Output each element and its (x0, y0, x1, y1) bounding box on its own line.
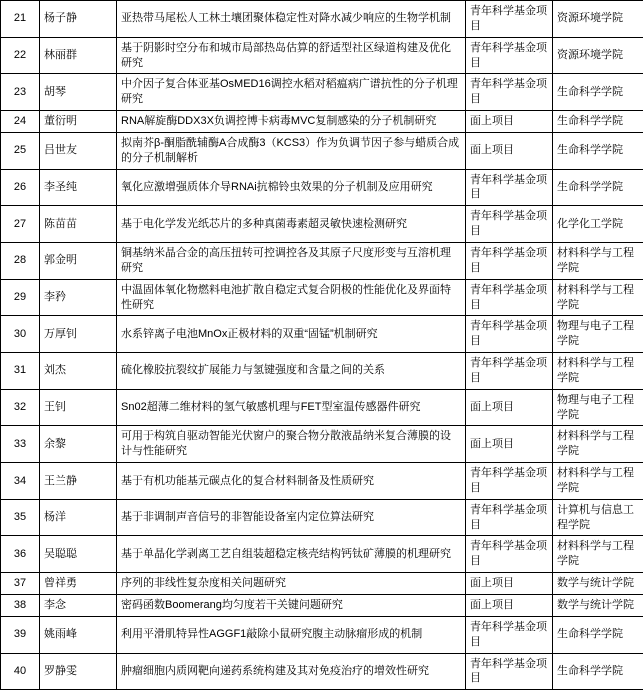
row-person-name: 万厚钊 (40, 316, 117, 353)
row-college: 化学化工学院 (553, 206, 643, 243)
row-project-title: 铜基纳米晶合金的高压扭转可控调控各及其原子尺度形变与互溶机理研究 (117, 242, 466, 279)
row-number: 23 (1, 74, 40, 111)
row-number: 38 (1, 595, 40, 617)
row-project-type: 青年科学基金项目 (466, 279, 553, 316)
table-row (1, 242, 643, 279)
row-project-type: 面上项目 (466, 389, 553, 426)
row-number: 25 (1, 132, 40, 169)
row-project-type: 青年科学基金项目 (466, 536, 553, 573)
row-project-type: 面上项目 (466, 426, 553, 463)
row-person-name: 余黎 (40, 426, 117, 463)
row-number: 33 (1, 426, 40, 463)
row-project-title: 氧化应激增强质体介导RNAi抗棉铃虫效果的分子机制及应用研究 (117, 169, 466, 206)
row-project-type: 青年科学基金项目 (466, 463, 553, 500)
table-row (1, 206, 643, 243)
row-college: 材料科学与工程学院 (553, 242, 643, 279)
row-project-type: 青年科学基金项目 (466, 316, 553, 353)
row-project-type: 面上项目 (466, 573, 553, 595)
row-person-name: 曾祥勇 (40, 573, 117, 595)
row-project-type: 青年科学基金项目 (466, 74, 553, 111)
row-college: 数学与统计学院 (553, 595, 643, 617)
row-number: 21 (1, 1, 40, 38)
row-number: 26 (1, 169, 40, 206)
table-row (1, 74, 643, 111)
row-college: 材料科学与工程学院 (553, 353, 643, 390)
row-person-name: 王兰静 (40, 463, 117, 500)
row-college: 材料科学与工程学院 (553, 279, 643, 316)
row-person-name: 杨子静 (40, 1, 117, 38)
row-number: 22 (1, 37, 40, 74)
row-project-title: 中温固体氧化物燃料电池扩散自稳定式复合阴极的性能优化及界面特性研究 (117, 279, 466, 316)
row-project-title: 拟南芥β-酮脂酰辅酶A合成酶3（KCS3）作为负调节因子参与蜡质合成的分子机制解析 (117, 132, 466, 169)
row-person-name: 陈苗苗 (40, 206, 117, 243)
row-number: 27 (1, 206, 40, 243)
row-college: 材料科学与工程学院 (553, 536, 643, 573)
row-person-name: 李念 (40, 595, 117, 617)
row-project-title: 利用平滑肌特异性AGGF1敲除小鼠研究腹主动脉瘤形成的机制 (117, 616, 466, 653)
row-person-name: 董衍明 (40, 111, 117, 133)
row-project-title: 序列的非线性复杂度相关问题研究 (117, 573, 466, 595)
table-row (1, 169, 643, 206)
row-project-type: 面上项目 (466, 595, 553, 617)
row-college: 资源环境学院 (553, 1, 643, 38)
row-college: 计算机与信息工程学院 (553, 499, 643, 536)
row-person-name: 吕世友 (40, 132, 117, 169)
row-person-name: 郭金明 (40, 242, 117, 279)
row-number: 28 (1, 242, 40, 279)
table-row (1, 499, 643, 536)
row-college: 物理与电子工程学院 (553, 316, 643, 353)
table-row (1, 616, 643, 653)
row-project-title: 基于阴影时空分布和城市局部热岛估算的舒适型社区绿道构建及优化研究 (117, 37, 466, 74)
table-row (1, 573, 643, 595)
row-person-name: 罗静雯 (40, 653, 117, 690)
row-project-type: 青年科学基金项目 (466, 499, 553, 536)
table-row (1, 426, 643, 463)
row-number: 34 (1, 463, 40, 500)
row-number: 37 (1, 573, 40, 595)
row-person-name: 林丽群 (40, 37, 117, 74)
row-person-name: 王钊 (40, 389, 117, 426)
row-person-name: 刘杰 (40, 353, 117, 390)
table-row (1, 316, 643, 353)
row-number: 36 (1, 536, 40, 573)
row-project-title: 水系锌离子电池MnOx正极材料的双重“固锰”机制研究 (117, 316, 466, 353)
row-project-title: 基于非调制声音信号的非智能设备室内定位算法研究 (117, 499, 466, 536)
row-number: 31 (1, 353, 40, 390)
row-person-name: 李矜 (40, 279, 117, 316)
row-college: 材料科学与工程学院 (553, 426, 643, 463)
row-person-name: 胡琴 (40, 74, 117, 111)
row-project-type: 青年科学基金项目 (466, 653, 553, 690)
row-person-name: 杨洋 (40, 499, 117, 536)
table-row (1, 1, 643, 38)
row-person-name: 姚雨峰 (40, 616, 117, 653)
row-college: 生命科学学院 (553, 169, 643, 206)
table-row (1, 353, 643, 390)
row-project-type: 青年科学基金项目 (466, 242, 553, 279)
table-row (1, 111, 643, 133)
row-number: 24 (1, 111, 40, 133)
row-project-type: 青年科学基金项目 (466, 616, 553, 653)
row-person-name: 吴聪聪 (40, 536, 117, 573)
row-project-type: 青年科学基金项目 (466, 353, 553, 390)
row-project-type: 面上项目 (466, 132, 553, 169)
table-row (1, 279, 643, 316)
table-body (1, 1, 643, 690)
table-row (1, 389, 643, 426)
table-row (1, 595, 643, 617)
row-college: 生命科学学院 (553, 111, 643, 133)
row-number: 32 (1, 389, 40, 426)
row-college: 生命科学学院 (553, 653, 643, 690)
table-row (1, 653, 643, 690)
row-number: 35 (1, 499, 40, 536)
row-project-type: 面上项目 (466, 111, 553, 133)
row-college: 资源环境学院 (553, 37, 643, 74)
row-project-title: 基于电化学发光纸芯片的多种真菌毒素超灵敏快速检测研究 (117, 206, 466, 243)
row-project-type: 青年科学基金项目 (466, 206, 553, 243)
row-college: 生命科学学院 (553, 74, 643, 111)
table-row (1, 37, 643, 74)
row-project-title: RNA解旋酶DDX3X负调控博卡病毒MVC复制感染的分子机制研究 (117, 111, 466, 133)
row-project-type: 青年科学基金项目 (466, 37, 553, 74)
row-project-title: 硫化橡胶抗裂纹扩展能力与氢键强度和含量之间的关系 (117, 353, 466, 390)
row-project-title: Sn02超薄二维材料的氢气敏感机理与FET型室温传感器件研究 (117, 389, 466, 426)
row-project-title: 亚热带马尾松人工林土壤团聚体稳定性对降水减少响应的生物学机制 (117, 1, 466, 38)
row-person-name: 李圣纯 (40, 169, 117, 206)
row-number: 30 (1, 316, 40, 353)
row-number: 39 (1, 616, 40, 653)
row-college: 材料科学与工程学院 (553, 463, 643, 500)
row-project-type: 青年科学基金项目 (466, 169, 553, 206)
row-number: 40 (1, 653, 40, 690)
table-row (1, 536, 643, 573)
row-project-title: 基于有机功能基元碳点化的复合材料制备及性质研究 (117, 463, 466, 500)
row-project-title: 密码函数Boomerang均匀度若干关键问题研究 (117, 595, 466, 617)
row-college: 物理与电子工程学院 (553, 389, 643, 426)
table-row (1, 463, 643, 500)
row-number: 29 (1, 279, 40, 316)
row-project-title: 可用于构筑自驱动智能光伏窗户的聚合物分散液晶纳米复合薄膜的设计与性能研究 (117, 426, 466, 463)
row-project-type: 青年科学基金项目 (466, 1, 553, 38)
row-college: 数学与统计学院 (553, 573, 643, 595)
table-row (1, 132, 643, 169)
row-project-title: 肿瘤细胞内质网靶向递药系统构建及其对免疫治疗的增效性研究 (117, 653, 466, 690)
row-college: 生命科学学院 (553, 132, 643, 169)
row-project-title: 中介因子复合体亚基OsMED16调控水稻对稻瘟病广谱抗性的分子机理研究 (117, 74, 466, 111)
row-college: 生命科学学院 (553, 616, 643, 653)
row-project-title: 基于单晶化学剥离工艺自组装超稳定核壳结构钙钛矿薄膜的机理研究 (117, 536, 466, 573)
